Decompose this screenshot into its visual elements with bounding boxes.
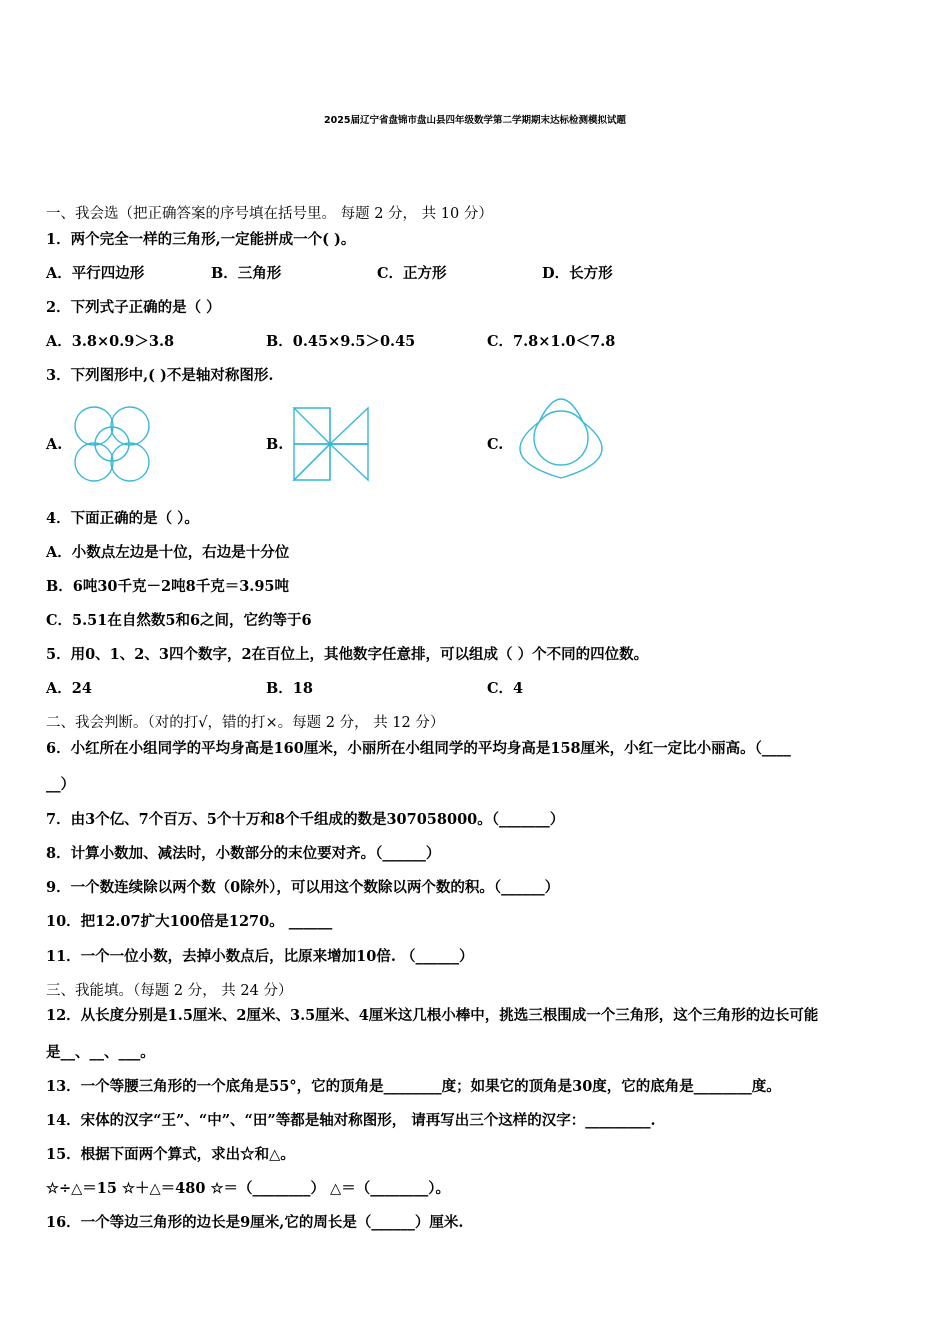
question-8: 8．计算小数加、减法时，小数部分的末位要对齐。（______） — [46, 845, 441, 862]
q3-option-b: B. — [266, 436, 284, 453]
q1-option-c: C．正方形 — [377, 265, 447, 282]
page-title: 2025届辽宁省盘锦市盘山县四年级数学第二学期期末达标检测模拟试题 — [324, 115, 626, 126]
question-15: 15．根据下面两个算式，求出☆和△。 — [46, 1146, 295, 1163]
question-5: 5．用0、1、2、3四个数字，2在百位上，其他数字任意排，可以组成（ ）个不同的四位数。 — [46, 646, 649, 663]
question-3: 3．下列图形中,( )不是轴对称图形. — [46, 367, 274, 384]
question-6: 6．小红所在小组同学的平均身高是160厘米，小丽所在小组同学的平均身高是158厘米，小红一定比小丽高。（____ — [46, 740, 791, 757]
question-12-cont: 是__、__、___。 — [46, 1044, 155, 1061]
question-9: 9．一个数连续除以两个数（0除外），可以用这个数除以两个数的积。（______） — [46, 879, 560, 896]
q5-option-b: B．18 — [266, 680, 313, 697]
question-11: 11．一个一位小数，去掉小数点后，比原来增加10倍. （______） — [46, 948, 474, 965]
section-2-heading: 二、我会判断。（对的打√，错的打×。每题 2 分， 共 12 分） — [46, 715, 445, 731]
q1-option-b: B．三角形 — [211, 265, 282, 282]
q4-option-c: C．5.51在自然数5和6之间，它约等于6 — [46, 612, 312, 629]
question-16: 16．一个等边三角形的边长是9厘米,它的周长是（______）厘米. — [46, 1214, 464, 1231]
q2-option-b: B．0.45×9.5＞0.45 — [266, 333, 416, 350]
q2-option-a: A．3.8×0.9＞3.8 — [46, 333, 175, 350]
question-10: 10．把12.07扩大100倍是1270。 ______ — [46, 913, 333, 930]
question-13: 13．一个等腰三角形的一个底角是55°，它的顶角是________度；如果它的顶角是30度，它的底角是________度。 — [46, 1078, 781, 1095]
q2-option-c: C．7.8×1.0＜7.8 — [487, 333, 616, 350]
q5-option-c: C．4 — [487, 680, 524, 697]
question-6-cont: __） — [46, 776, 75, 793]
q3-option-c: C. — [487, 436, 504, 453]
question-14: 14．宋体的汉字“王”、“中”、“田”等都是轴对称图形， 请再写出三个这样的汉字：_________. — [46, 1112, 656, 1129]
section-3-heading: 三、我能填。（每题 2 分， 共 24 分） — [46, 983, 293, 999]
question-15-expression: ☆÷△＝15 ☆＋△＝480 ☆＝（________） △＝（________）。 — [46, 1180, 450, 1197]
q1-option-d: D．长方形 — [542, 265, 613, 282]
q5-option-a: A．24 — [46, 680, 92, 697]
q1-option-a: A．平行四边形 — [46, 265, 145, 282]
trefoil-figure — [514, 392, 608, 484]
question-4: 4．下面正确的是（ ）。 — [46, 510, 199, 527]
question-12: 12．从长度分别是1.5厘米、2厘米、3.5厘米、4厘米这几根小棒中，挑选三根围成一个三角形，这个三角形的边长可能 — [46, 1007, 819, 1024]
question-1: 1．两个完全一样的三角形,一定能拼成一个( )。 — [46, 231, 356, 248]
pinwheel-figure — [292, 406, 370, 482]
q4-option-a: A．小数点左边是十位，右边是十分位 — [46, 544, 290, 561]
q3-option-a: A. — [46, 436, 63, 453]
four-petal-flower-figure — [70, 402, 154, 486]
question-2: 2．下列式子正确的是（ ） — [46, 299, 221, 316]
section-1-heading: 一、我会选（把正确答案的序号填在括号里。 每题 2 分， 共 10 分） — [46, 206, 493, 222]
question-7: 7．由3个亿、7个百万、5个十万和8个千组成的数是307058000。（_______） — [46, 811, 565, 828]
q4-option-b: B．6吨30千克－2吨8千克＝3.95吨 — [46, 578, 290, 595]
